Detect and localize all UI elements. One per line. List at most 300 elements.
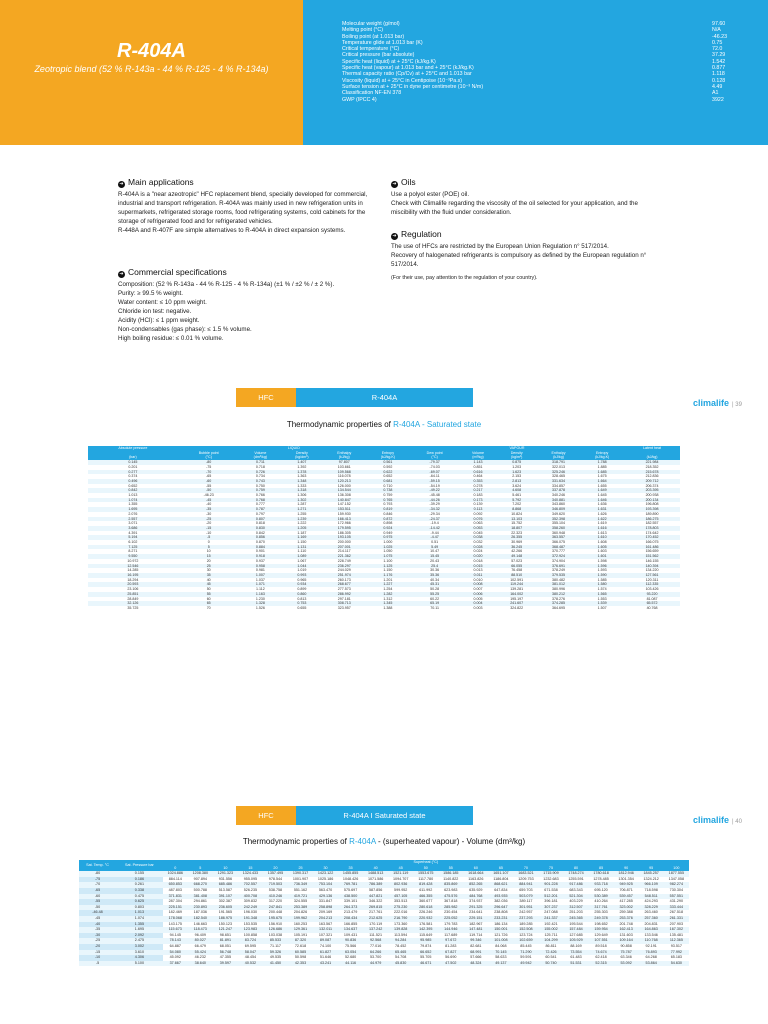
superheat-header: 50	[413, 866, 438, 872]
table-cell: 400.708	[238, 894, 263, 900]
table-cell: 60.22	[430, 596, 440, 601]
table-cell: 1390.317	[288, 871, 313, 877]
table-cell: 5.49	[410, 545, 460, 550]
table-cell: 93.220	[624, 592, 680, 597]
property-value: 1.118	[712, 71, 725, 78]
table-cell: 110.768	[639, 938, 664, 944]
table-cell: 1.616	[580, 526, 624, 531]
table-cell: 322.013	[552, 464, 565, 469]
table-cell: 74.674	[589, 950, 614, 956]
table-cell: 0.007	[473, 587, 483, 592]
table-cell: 151.562	[624, 554, 680, 559]
table-cell: 294.861	[193, 899, 207, 904]
table-cell: 97.807	[323, 460, 366, 465]
column-header: Volume	[240, 451, 281, 456]
table-cell: 2.557	[88, 517, 178, 522]
table-cell: 170.119	[369, 921, 383, 926]
table-cell: 331.847	[318, 899, 333, 904]
table-cell: 192.421	[544, 921, 558, 926]
table-cell: 238.808	[494, 910, 508, 915]
paragraph: The use of HFCs are restricted by the European Union Regulation n° 517/2014.	[391, 243, 609, 250]
table-cell: 1.302	[281, 498, 322, 503]
table-cell: 0.464	[473, 474, 483, 479]
table-cell: 72.618	[294, 943, 307, 948]
table-cell: -65	[206, 474, 212, 479]
table-cell: 503.079	[513, 894, 538, 900]
section-oils	[391, 178, 653, 217]
table-cell: -15	[178, 526, 240, 531]
unit-header: (kJ/kg)	[537, 455, 580, 460]
table-cell: 1347.058	[668, 876, 685, 881]
table-cell: 0.015	[459, 564, 496, 569]
table-cell: 189.890	[645, 511, 659, 516]
table-cell: 1.050	[383, 549, 393, 554]
table-cell: 1278.485	[593, 876, 609, 881]
table-cell: 263.460	[644, 910, 658, 915]
table-cell: 30.36	[430, 568, 440, 573]
table-cell: 0.006	[459, 592, 496, 597]
table-cell: 0.032	[473, 540, 483, 545]
column-header: Sat. Temp. °C	[79, 860, 116, 871]
table-cell: -75	[206, 464, 212, 469]
table-row	[79, 961, 689, 967]
table-cell: 103.038	[268, 932, 283, 937]
table-cell: 1.619	[597, 521, 607, 526]
table-cell: 0.898	[383, 521, 393, 526]
table-cell: -10	[206, 530, 212, 535]
table-cell: 1255.591	[568, 876, 584, 881]
table-cell: 0.201	[128, 464, 138, 469]
table-cell: 323.957	[337, 605, 351, 610]
table-cell: -49.22	[410, 488, 460, 493]
table-cell: 1488.513	[363, 871, 388, 877]
table-cell: 360.948	[552, 530, 565, 535]
table-cell: 125.711	[544, 932, 558, 937]
table-cell: 1.110	[297, 549, 307, 554]
unit-header: (kJ/kg)	[624, 455, 680, 460]
table-cell: 269.815	[363, 905, 388, 911]
table-cell: 76.893	[639, 950, 664, 956]
table-cell: -40	[79, 922, 116, 928]
table-cell: -54.19	[429, 483, 440, 488]
table-cell: 63.346	[620, 955, 632, 960]
table-cell: 931.556	[218, 876, 233, 881]
table-cell: 234.641	[469, 910, 483, 915]
table-cell: 204.831	[644, 921, 658, 926]
table-cell: 20	[206, 558, 211, 563]
table-cell: 226.246	[419, 910, 433, 915]
table-cell: 156.910	[268, 921, 283, 926]
table-cell: 257.360	[639, 916, 664, 922]
column-group-header: LIQUID	[178, 446, 410, 451]
table-cell: 208.434	[338, 916, 363, 922]
table-cell: 1208.380	[188, 871, 213, 877]
table-cell: 0.005	[473, 596, 483, 601]
table-cell: 978.544	[268, 876, 283, 881]
table-cell: 3.071	[128, 521, 138, 526]
properties-list	[342, 21, 752, 103]
property-label: GWP (IPCC 4)	[342, 96, 377, 103]
table-cell: 58.633	[495, 955, 507, 960]
table-cell: 196.030	[243, 910, 258, 915]
table-cell: 50.598	[294, 955, 307, 960]
table-cell: 0.846	[383, 511, 393, 516]
superheat-header: 95	[639, 866, 664, 872]
table-cell: 0.173	[459, 498, 496, 503]
table-cell: 0.028	[459, 545, 496, 550]
table-cell: 61.483	[570, 955, 582, 960]
superheat-header: 20	[263, 866, 288, 872]
table-cell: 0.045	[473, 530, 483, 535]
table-cell: 22.323	[511, 530, 523, 535]
table-cell: 285.982	[438, 905, 463, 911]
spec-line: Chloride ion test: negative.	[118, 308, 192, 315]
table-cell: 26.355	[497, 535, 537, 540]
table-cell: 0.076	[459, 517, 496, 522]
table-cell: 1.100	[383, 558, 393, 563]
table-cell: 59.326	[263, 950, 288, 956]
table-cell: 1.601	[580, 554, 624, 559]
table-cell: 18.294	[127, 577, 139, 582]
arrow-bullet-icon: ➜	[392, 233, 397, 239]
table-cell: 1.378	[281, 470, 322, 475]
table-cell: 182.469	[168, 910, 182, 915]
property-value: 37.29	[712, 52, 726, 59]
superheat-header: 10	[213, 866, 238, 872]
table-cell: 164.863	[639, 927, 664, 933]
table-cell: 1.355	[116, 922, 163, 928]
table-cell: 0.004	[459, 601, 496, 606]
table-cell: 60.585	[288, 950, 313, 956]
table-cell: 0.842	[255, 530, 265, 535]
table-cell: 1.282	[366, 592, 410, 597]
table-cell: 0.020	[459, 554, 496, 559]
table-cell: 371.831	[163, 894, 188, 900]
table-cell: 134.637	[338, 927, 363, 933]
table-cell: 35.725	[127, 605, 139, 610]
table-cell: 1812.946	[614, 871, 639, 877]
table-cell: 297.181	[337, 596, 351, 601]
table-cell: 150.001	[488, 927, 513, 933]
table-cell: 268.677	[323, 582, 366, 587]
table-cell: 668.270	[188, 882, 213, 888]
table-cell: 328.229	[639, 905, 664, 911]
table-cell: 0.793	[383, 502, 393, 507]
table-cell: 222.016	[394, 910, 408, 915]
tab-refrigerant: R-404A	[296, 388, 473, 407]
table-cell: 259.388	[619, 910, 633, 915]
table-cell: 557.551	[664, 894, 689, 900]
table-cell: 18.807	[497, 526, 537, 531]
table-cell: 132.011	[313, 927, 338, 933]
climalife-logo: climalife | 39	[693, 398, 742, 408]
table-cell: 1586.185	[438, 871, 463, 877]
table-cell: 0.949	[383, 530, 393, 535]
table-cell: 216.790	[388, 916, 413, 922]
section-regulation	[391, 230, 653, 283]
table-cell: 1.788	[580, 460, 624, 465]
table-cell: 164.002	[497, 592, 537, 597]
superheated-vapour-table	[79, 860, 689, 966]
table-cell: 85.533	[263, 938, 288, 944]
table-cell: 221.984	[624, 460, 680, 465]
property-label: Melting point (°C)	[342, 27, 383, 34]
table-cell: 376.691	[537, 564, 580, 569]
property-value: 97.60	[712, 21, 726, 27]
table-cell: 244.029	[337, 568, 351, 573]
table-cell: 140.394	[624, 564, 680, 569]
table-cell: 119.244	[497, 582, 537, 587]
table-cell: 255.303	[594, 910, 608, 915]
table-cell: 230.893	[188, 905, 213, 911]
table-cell: 220.932	[413, 916, 438, 922]
table-cell: 1.169	[281, 535, 322, 540]
table-cell: 0.711	[240, 460, 281, 465]
table-cell: 95.985	[413, 938, 438, 944]
table-cell: -35	[178, 507, 240, 512]
table-cell: 1.885	[597, 464, 607, 469]
table-cell: 358.260	[537, 526, 580, 531]
table-cell: 1.013	[116, 910, 163, 916]
table-cell: 949.925	[614, 882, 639, 888]
unit-header: (°C)	[410, 455, 460, 460]
superheat-header: 60	[463, 866, 488, 872]
table-cell: 1301.354	[618, 876, 634, 881]
table-cell: 1001.907	[292, 876, 309, 881]
table-cell: 1.622	[580, 517, 624, 522]
table-cell: 0.797	[255, 511, 265, 516]
table-cell: 1357.495	[263, 871, 288, 877]
table-cell: 1.312	[383, 596, 393, 601]
table-cell: 1025.186	[317, 876, 334, 881]
table-cell: 0.738	[366, 488, 410, 493]
table-cell: 77.992	[664, 950, 689, 956]
table-cell: 1.626	[597, 511, 607, 516]
table-cell: 1.348	[281, 479, 322, 484]
table-cell: 117.689	[444, 932, 458, 937]
table-cell: 417.285	[619, 899, 633, 904]
table-cell: 64.268	[645, 955, 657, 960]
table-cell: 0.008	[459, 582, 496, 587]
table-cell: 121.247	[213, 927, 238, 933]
table-cell: 207.001	[323, 545, 366, 550]
table-cell: 3.002	[116, 944, 163, 950]
table-cell: 57.023	[511, 558, 523, 563]
property-value: 1.542	[712, 58, 726, 65]
table-cell: 92.191	[645, 943, 657, 948]
table-cell: 1024.886	[163, 871, 188, 877]
table-cell: 802.936	[388, 882, 413, 888]
table-cell: 0.918	[240, 554, 281, 559]
table-cell: 0.278	[473, 483, 483, 488]
table-cell: 209.712	[624, 479, 680, 484]
spec-line: Purity: ≥ 99.5 % weight.	[118, 290, 183, 297]
table-cell: 0.652	[128, 483, 138, 488]
table-cell: 178.068	[163, 916, 188, 922]
table-cell: -70	[79, 882, 116, 888]
column-header: Sat. Pressure bar	[116, 860, 163, 871]
table-cell: 126.686	[263, 927, 288, 933]
table-cell: 346.322	[368, 899, 383, 904]
table-cell: 0.856	[240, 535, 281, 540]
table-cell: 225.052	[438, 916, 463, 922]
superheat-header: 90	[614, 866, 639, 872]
table-cell: -80	[178, 460, 240, 465]
table-cell: 0.807	[240, 517, 281, 522]
table-cell: 127.561	[624, 573, 680, 578]
table-cell: -29.34	[429, 511, 440, 516]
table-cell: 1748.274	[564, 871, 589, 877]
superheat-header: 45	[388, 866, 413, 872]
table-cell: 0.011	[459, 573, 496, 578]
table-cell: 105.929	[564, 938, 589, 944]
property-label: Thermal capacity ratio (Cp/Cv) at + 25°C and 1.013 bar	[342, 71, 472, 78]
table-cell: 317.220	[268, 899, 283, 904]
table-cell: 42.266	[511, 549, 523, 554]
paragraph: Use a polyol ester (POE) oil.	[391, 191, 470, 198]
table-cell: -20	[206, 521, 212, 526]
table-cell: 1.112	[256, 587, 265, 592]
table-cell: 4.306	[116, 955, 163, 961]
table-cell: 77.016	[370, 943, 382, 948]
table-cell: 146.663	[193, 921, 207, 926]
table-cell: 382.036	[494, 899, 508, 904]
table-cell: 487.803	[168, 887, 182, 892]
table-cell: 55.705	[420, 955, 432, 960]
table-cell: 123.724	[519, 932, 533, 937]
table-cell: 1683.521	[513, 871, 538, 877]
table-cell: 287.304	[168, 899, 182, 904]
table-cell: 1.605	[580, 545, 624, 550]
table-cell: 2.076	[128, 511, 138, 516]
property-value: 72.0	[712, 46, 723, 53]
table-cell: 193.105	[323, 535, 366, 540]
table-cell: 200.938	[645, 493, 659, 498]
table-cell: 355.104	[552, 521, 565, 526]
table-cell: 1877.555	[664, 871, 689, 877]
table-cell: 81.087	[646, 596, 658, 601]
table-cell: 241.337	[538, 916, 563, 922]
table-cell: 207.903	[669, 921, 684, 926]
column-header: Entropy	[366, 451, 410, 456]
table-cell: 199.962	[288, 916, 313, 922]
table-cell: 88.169	[570, 943, 582, 948]
table-cell: 112.335	[624, 582, 680, 587]
table-title: Thermodynamic properties of R-404A - (superheated vapour) - Volume (dm³/kg)	[242, 837, 526, 846]
table-cell: 512.201	[538, 894, 563, 900]
table-cell: 134.544	[323, 488, 366, 493]
table-cell: -46.23	[203, 493, 214, 498]
table-cell: 0.710	[383, 483, 393, 488]
table-cell: 364.695	[552, 605, 565, 610]
table-cell: 538.758	[268, 887, 283, 892]
table-cell: 36.245	[497, 545, 537, 550]
table-cell: 137.242	[363, 927, 388, 933]
table-cell: 50	[206, 587, 211, 592]
table-cell: -10	[79, 955, 116, 961]
table-cell: 1.150	[297, 540, 307, 545]
table-cell: 204.826	[293, 910, 308, 915]
table-cell: 955.095	[243, 876, 258, 881]
table-cell: -30	[206, 511, 212, 516]
table-cell: 225.151	[163, 905, 188, 911]
table-cell: 44.979	[363, 961, 388, 967]
table-cell: 685.486	[213, 882, 238, 888]
table-cell: 53.092	[614, 961, 639, 967]
table-cell: 65.465	[388, 950, 413, 956]
table-cell: 253.389	[288, 905, 313, 911]
table-cell: 166.855	[343, 921, 358, 926]
table-cell: 0.139	[473, 502, 483, 507]
table-cell: 115.649	[419, 932, 433, 937]
table-cell: 115.673	[163, 927, 188, 933]
table-cell: 1.287	[297, 502, 307, 507]
table-cell: 0.718	[255, 464, 265, 469]
table-cell: 1186.804	[493, 876, 509, 881]
table-cell: 99.346	[463, 938, 488, 944]
unit-header: (bar)	[88, 455, 178, 460]
table-cell: 30	[206, 568, 211, 573]
table-cell: 0.496	[88, 479, 178, 484]
table-cell: 296.647	[488, 905, 513, 911]
table-cell: 242.957	[519, 910, 533, 915]
table-cell: 8.271	[128, 549, 138, 554]
table-cell: 378.249	[552, 568, 565, 573]
table-cell: 1.553	[597, 596, 607, 601]
table-cell: 61.827	[313, 950, 338, 956]
table-cell: 52.315	[589, 961, 614, 967]
column-header: Density	[281, 451, 322, 456]
column-header: Enthalpy	[537, 451, 580, 456]
table-cell: -5	[178, 535, 240, 540]
table-cell: 1.526	[255, 605, 265, 610]
table-cell: 16.195	[88, 573, 178, 578]
table-cell: 103.661	[337, 464, 351, 469]
table-cell: 917.486	[564, 882, 589, 888]
table-cell: 206.374	[645, 483, 659, 488]
table-cell: 438.500	[338, 894, 363, 900]
table-cell: 0.145	[88, 460, 178, 465]
table-cell: 53.700	[370, 955, 382, 960]
table-cell: 1.227	[366, 582, 410, 587]
table-cell: 0.924	[366, 526, 410, 531]
spec-line: Non-condensables (gas phase): ≤ 1.5 % volume.	[118, 326, 252, 333]
table-cell: 0.652	[383, 474, 393, 479]
table-cell: 852.265	[463, 882, 488, 888]
table-cell: 12.546	[88, 564, 178, 569]
property-value: 3922	[712, 96, 724, 103]
table-cell: 1.603	[597, 549, 607, 554]
column-group-header: Superheat (°C)	[163, 860, 689, 866]
table-cell: 753.104	[313, 882, 338, 888]
table-cell: 1.187	[297, 530, 307, 535]
table-cell: -80	[79, 871, 116, 877]
table-cell: 35	[178, 573, 240, 578]
table-cell: 374.904	[552, 558, 565, 563]
table-cell: 343.860	[552, 502, 565, 507]
table-cell: 340.246	[552, 493, 565, 498]
table-cell: 102.591	[510, 577, 524, 582]
table-cell: 0.277	[88, 470, 178, 475]
table-cell: 0.803	[116, 905, 163, 911]
table-cell: 78.143	[163, 938, 188, 944]
table-cell: 1651.107	[488, 871, 513, 877]
table-cell: 0.860	[281, 592, 322, 597]
table-cell: 49.942	[513, 961, 538, 967]
table-cell: 71.290	[513, 950, 538, 956]
table-cell: -4.47	[410, 535, 460, 540]
table-cell: 966.109	[639, 882, 664, 888]
